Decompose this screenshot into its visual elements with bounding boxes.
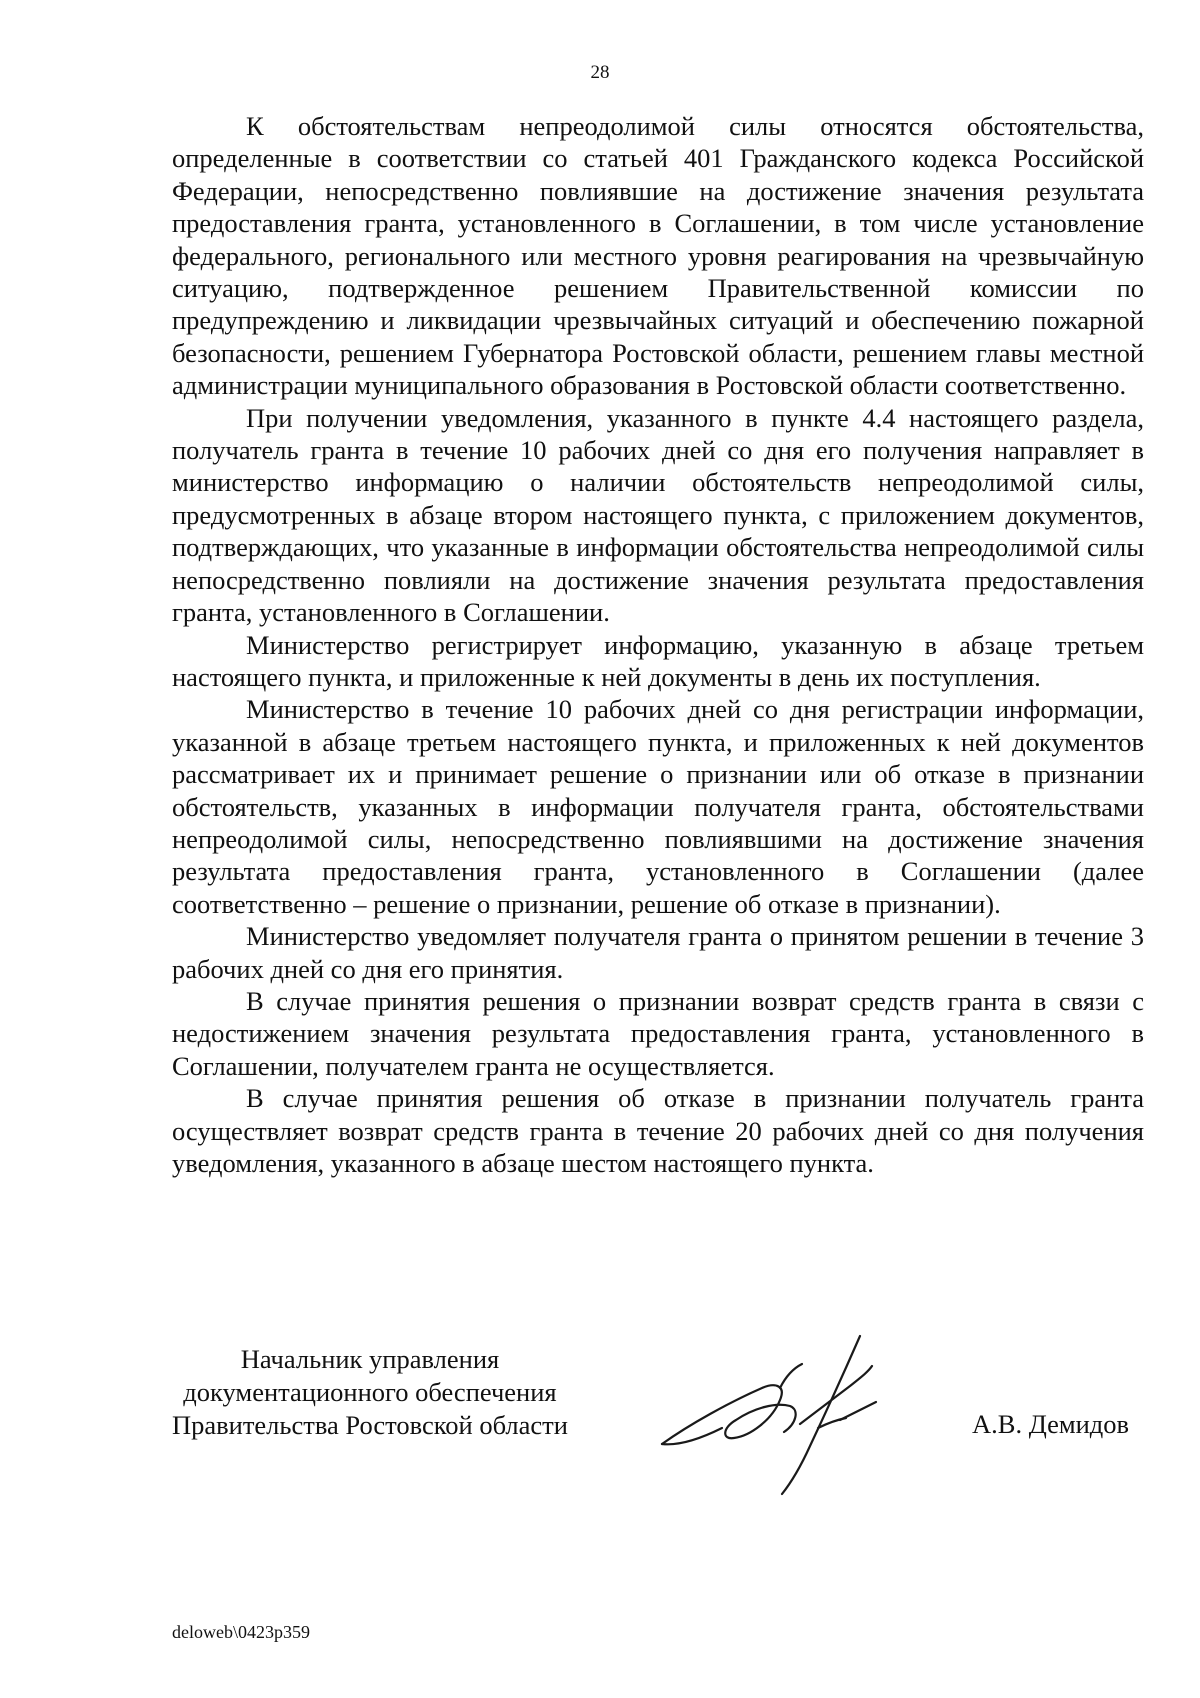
signatory-name: А.В. Демидов: [972, 1409, 1130, 1439]
document-code: deloweb\0423p359: [172, 1622, 310, 1642]
paragraph-1: К обстоятельствам непреодолимой силы относятся обстоятельства, определенные в соответствии со статьей 401 Гражданского кодекса Российской Федерации, непосредственно повлиявшие на достижение значения результата предоставления гранта, установленного в Соглашении, в том числе установление федерального, регионального или местного уровня реагирования на чрезвычайную ситуацию, подтвержденное решением Правительственной комиссии по предупреждению и ликвидации чрезвычайных ситуаций и обеспечению пожарной безопасности, решением Губернатора Ростовской области, решением главы местной администрации муниципального образования в Ростовской области соответственно.: [172, 111, 1144, 401]
signatory-position: [172, 1343, 568, 1442]
handwritten-signature: [650, 1328, 950, 1498]
paragraph-6: В случае принятия решения о признании возврат средств гранта в связи с недостижением значения результата предоставления гранта, установленного в Соглашении, получателем гранта не осуществляется.: [172, 985, 1144, 1081]
position-line-2: документационного обеспечения: [183, 1377, 557, 1407]
page-number: 28: [590, 62, 610, 83]
paragraph-5: Министерство уведомляет получателя гранта о принятом решении в течение 3 рабочих дней со дня его принятия.: [172, 921, 1144, 984]
position-line-1: Начальник управления: [240, 1344, 500, 1374]
paragraph-2: При получении уведомления, указанного в пункте 4.4 настоящего раздела, получатель гранта в течение 10 рабочих дней со дня его получения направляет в министерство информацию о наличии обстоятельств непреодолимой силы, предусмотренных в абзаце втором настоящего пункта, с приложением документов, подтверждающих, что указанные в информации обстоятельства непреодолимой силы непосредственно повлияли на достижение значения результата предоставления гранта, установленного в Соглашении.: [172, 402, 1144, 628]
position-line-3: Правительства Ростовской области: [172, 1410, 568, 1440]
paragraph-3: Министерство регистрирует информацию, указанную в абзаце третьем настоящего пункта, и приложенные к ней документы в день их поступления.: [172, 629, 1144, 692]
paragraph-4: Министерство в течение 10 рабочих дней со дня регистрации информации, указанной в абзаце третьем настоящего пункта, и приложенных к ней документов рассматривает их и принимает решение о признании или об отказе в признании обстоятельств, указанных в информации получателя гранта, обстоятельствами непреодолимой силы, непосредственно повлиявшими на достижение значения результата предоставления гранта, установленного в Соглашении (далее соответственно – решение о признании, решение об отказе в признании).: [172, 694, 1144, 919]
document-body: [172, 110, 1144, 1179]
paragraph-7: В случае принятия решения об отказе в признании получатель гранта осуществляет возврат средств гранта в течение 20 рабочих дней со дня получения уведомления, указанного в абзаце шестом настоящего пункта.: [172, 1083, 1144, 1178]
